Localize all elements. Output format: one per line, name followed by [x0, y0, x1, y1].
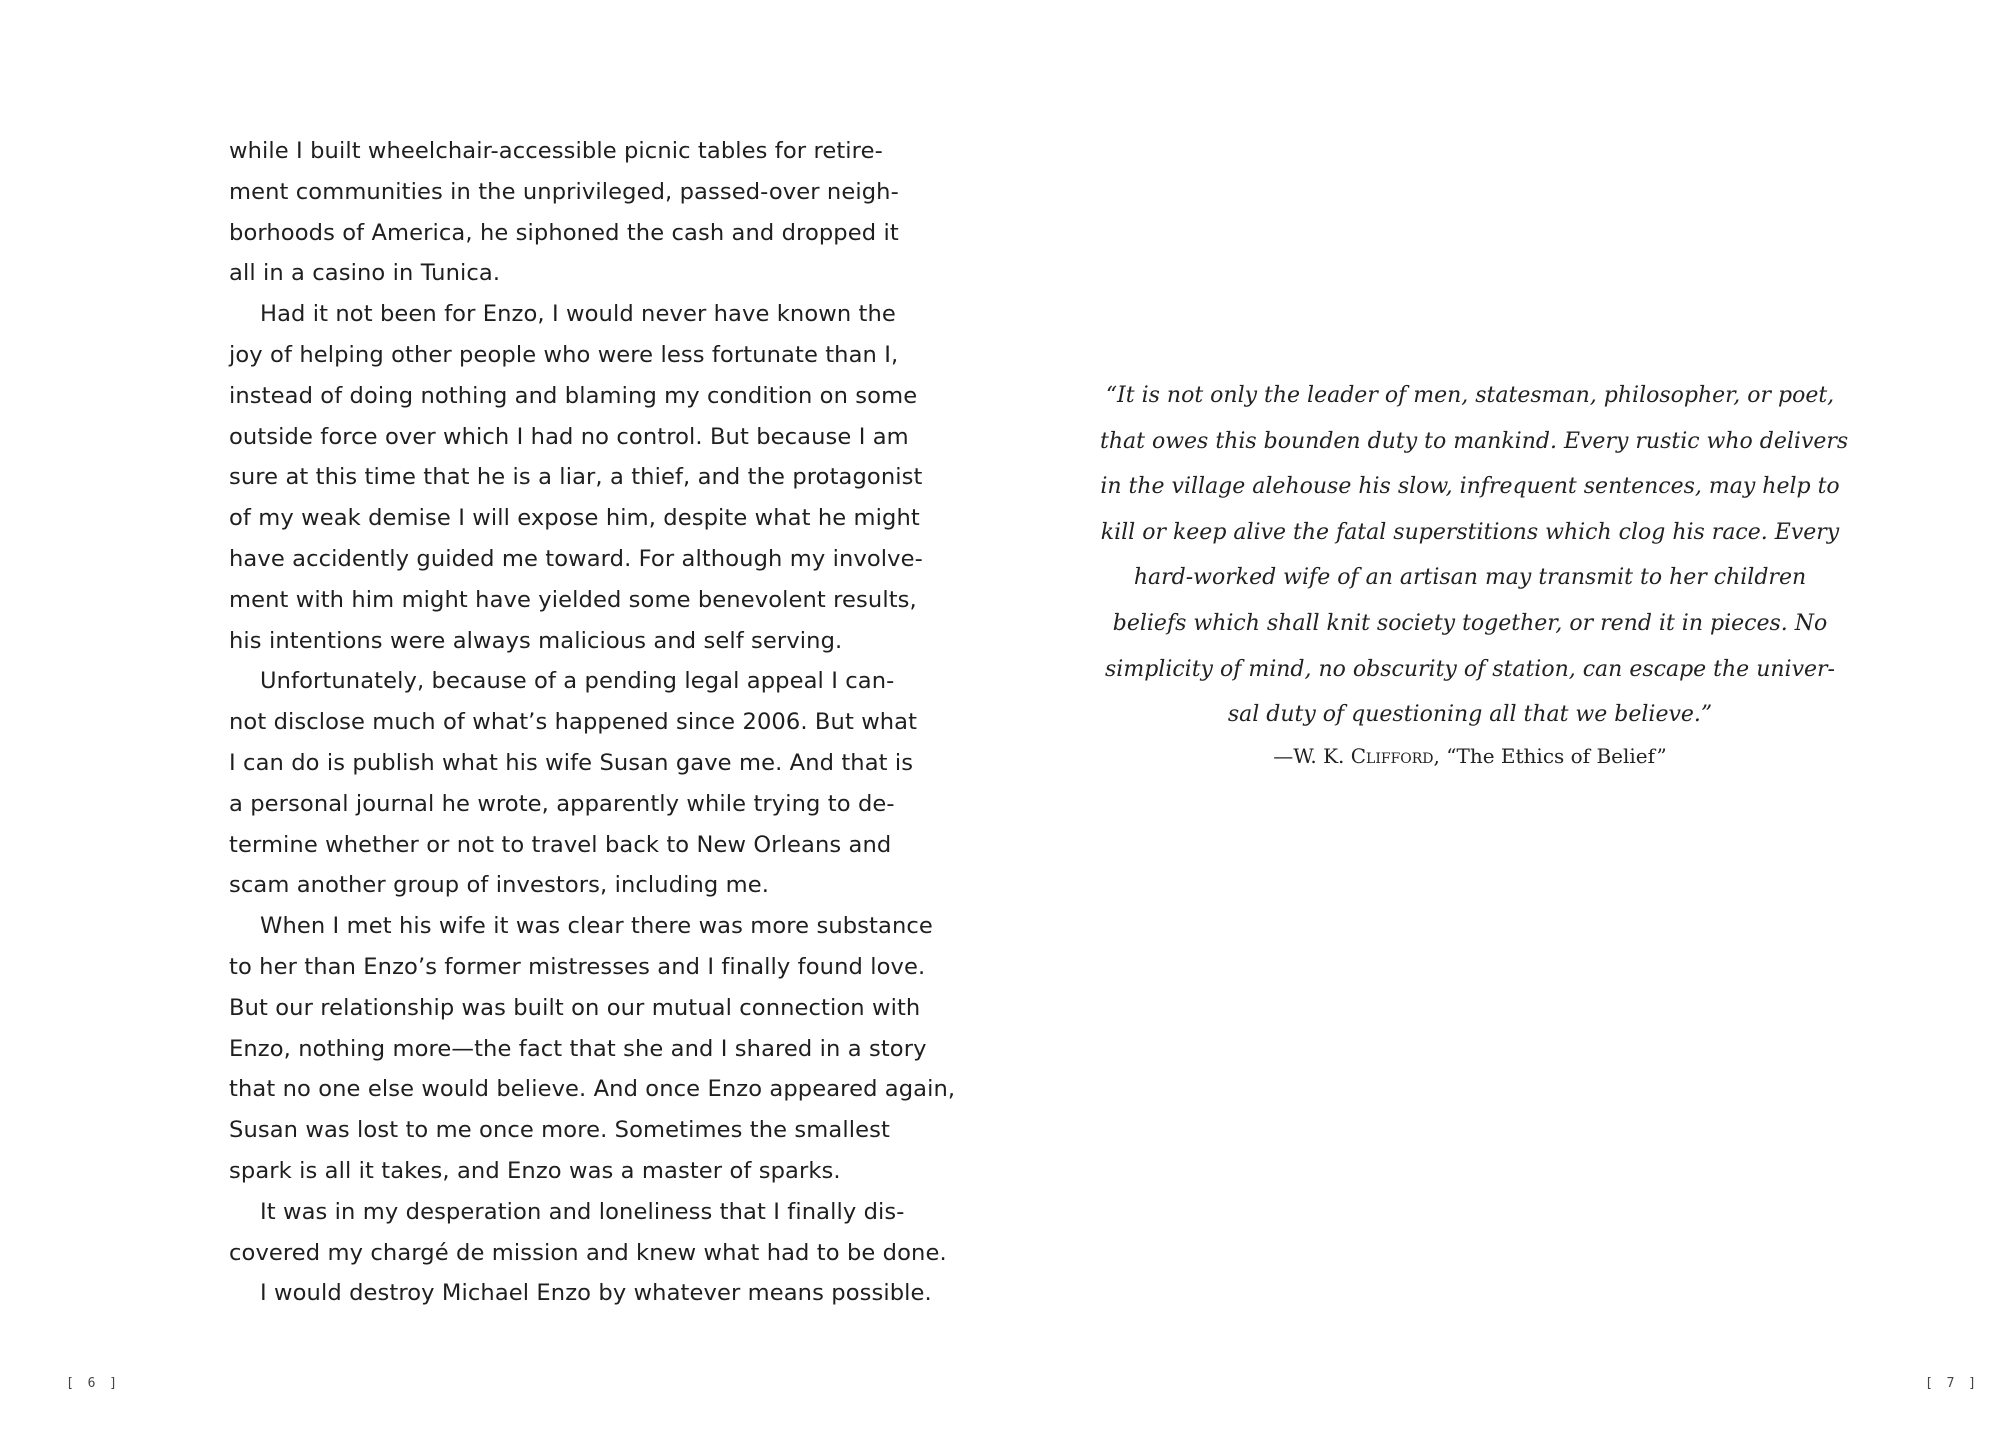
epigraph-line: sal duty of questioning all that we believe.” — [1227, 702, 1713, 728]
epigraph-attribution — [1100, 744, 1840, 768]
body-line: covered my chargé de mission and knew what had to be done. — [229, 1239, 947, 1266]
body-line: not disclose much of what’s happened since 2006. But what — [229, 709, 918, 736]
body-line: ment communities in the unprivileged, passed-over neigh- — [229, 178, 899, 205]
body-line: spark is all it takes, and Enzo was a master of sparks. — [229, 1157, 841, 1184]
epigraph-line: kill or keep alive the fatal superstitions which clog his race. Every — [1100, 519, 1840, 545]
epigraph-line: beliefs which shall knit society together, or rend it in pieces. No — [1112, 610, 1828, 636]
epigraph-line: in the village alehouse his slow, infrequent sentences, may help to — [1100, 474, 1840, 500]
body-line: scam another group of investors, including me. — [229, 872, 770, 899]
body-line: borhoods of America, he siphoned the cash and dropped it — [229, 219, 899, 246]
body-line: When I met his wife it was clear there was more substance — [260, 913, 933, 940]
attribution-source: , “The Ethics of Belief” — [1433, 744, 1667, 768]
body-line: a personal journal he wrote, apparently while trying to de- — [229, 790, 895, 817]
attribution-prefix: —W. K. — [1273, 744, 1351, 768]
page-number-right: [ 7 ] — [1925, 1376, 1980, 1391]
body-line: It was in my desperation and loneliness that I finally dis- — [260, 1198, 905, 1225]
body-line: ment with him might have yielded some benevolent results, — [229, 586, 917, 613]
body-line: I can do is publish what his wife Susan gave me. And that is — [229, 749, 914, 776]
body-line: joy of helping other people who were less fortunate than I, — [229, 341, 899, 368]
body-line: Had it not been for Enzo, I would never have known the — [260, 301, 896, 328]
body-line: outside force over which I had no control. But because I am — [229, 423, 909, 450]
body-line: to her than Enzo’s former mistresses and I finally found love. — [229, 953, 926, 980]
page-number-left: [ 6 ] — [66, 1376, 121, 1391]
body-line: instead of doing nothing and blaming my condition on some — [229, 382, 918, 409]
body-line: Enzo, nothing more—the fact that she and I shared in a story — [229, 1035, 927, 1062]
body-line: have accidently guided me toward. For although my involve- — [229, 545, 923, 572]
body-text — [229, 131, 956, 1314]
body-line: his intentions were always malicious and self serving. — [229, 627, 843, 654]
body-line: Susan was lost to me once more. Sometimes the smallest — [229, 1117, 890, 1144]
epigraph-quote — [1100, 373, 1849, 738]
epigraph-line: that owes this bounden duty to mankind. Every rustic who delivers — [1100, 428, 1849, 454]
body-line: termine whether or not to travel back to New Orleans and — [229, 831, 892, 858]
epigraph-line: simplicity of mind, no obscurity of station, can escape the univer- — [1105, 656, 1835, 682]
body-line: of my weak demise I will expose him, despite what he might — [229, 505, 920, 532]
body-line: I would destroy Michael Enzo by whatever means possible. — [260, 1280, 932, 1307]
body-line: sure at this time that he is a liar, a thief, and the protagonist — [229, 464, 923, 491]
epigraph-line: hard-worked wife of an artisan may transmit to her children — [1133, 565, 1807, 591]
body-line: Unfortunately, because of a pending legal appeal I can- — [260, 668, 895, 695]
body-line: while I built wheelchair-accessible picnic tables for retire- — [229, 138, 883, 164]
attribution-author: Clifford — [1350, 744, 1434, 768]
body-line: all in a casino in Tunica. — [229, 260, 501, 287]
body-line: that no one else would believe. And once Enzo appeared again, — [229, 1076, 956, 1103]
right-page — [1000, 0, 2000, 1455]
epigraph-line: “It is not only the leader of men, statesman, philosopher, or poet, — [1105, 383, 1835, 408]
body-line: But our relationship was built on our mutual connection with — [229, 994, 921, 1021]
